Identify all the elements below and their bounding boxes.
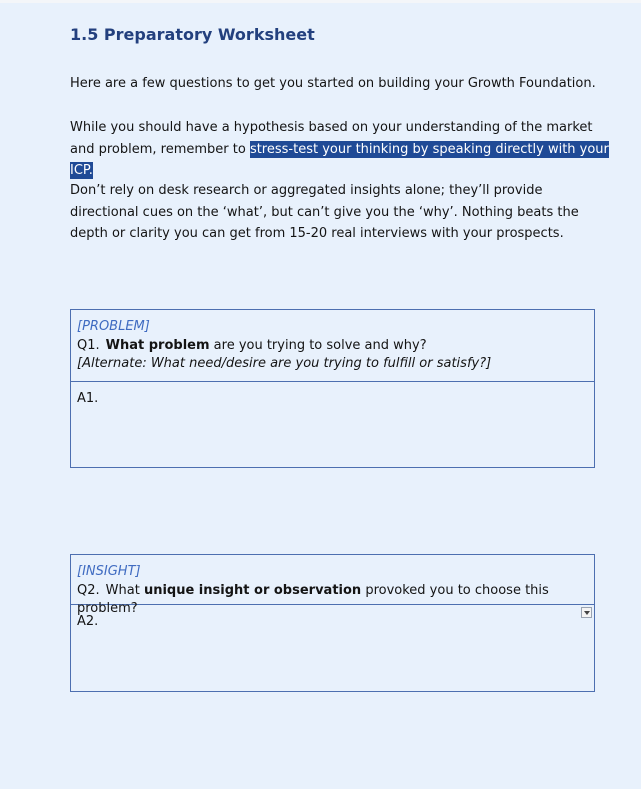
hypothesis-text: While you should have a hypothesis based on your understanding of the market and problem, remember to bbox=[70, 120, 593, 157]
research-paragraph: Don’t rely on desk research or aggregated insights alone; they’ll provide directional cues on the ‘what’, but can’t give you the ‘why’. Nothing beats the depth or clarity you can get from 15-20 real interviews with your prospects. bbox=[70, 183, 579, 241]
question-tag: [INSIGHT] bbox=[77, 564, 141, 579]
question-tag: [PROBLEM] bbox=[77, 319, 150, 334]
question-number: Q1. bbox=[77, 337, 100, 353]
hypothesis-paragraph bbox=[70, 117, 610, 182]
question-number: Q2. bbox=[77, 582, 100, 598]
alternate-question: [Alternate: What need/desire are you trying to fulfill or satisfy?] bbox=[77, 356, 492, 371]
intro-paragraph: Here are a few questions to get you started on building your Growth Foundation. bbox=[70, 76, 596, 91]
answer-field-a2[interactable] bbox=[71, 605, 594, 691]
question-header bbox=[71, 555, 594, 616]
question-header bbox=[71, 310, 594, 382]
question-text bbox=[77, 338, 427, 353]
question-bold-text: unique insight or observation bbox=[143, 582, 362, 598]
question-rest-text: are you trying to solve and why? bbox=[209, 337, 427, 353]
answer-label: A1. bbox=[77, 391, 99, 406]
question-lead-text: What bbox=[105, 582, 144, 598]
question-rest-text: provoked you to choose this problem? bbox=[77, 582, 549, 616]
question-box-insight bbox=[70, 554, 595, 692]
page-title: 1.5 Preparatory Worksheet bbox=[70, 25, 315, 44]
question-bold-text: What problem bbox=[105, 337, 210, 353]
highlighted-text-selection[interactable]: stress-test your thinking by speaking directly with your ICP. bbox=[70, 141, 609, 178]
answer-field-a1[interactable] bbox=[71, 382, 594, 467]
answer-label: A2. bbox=[77, 614, 99, 629]
question-box-problem bbox=[70, 309, 595, 468]
dropdown-arrow-icon[interactable] bbox=[581, 607, 592, 618]
